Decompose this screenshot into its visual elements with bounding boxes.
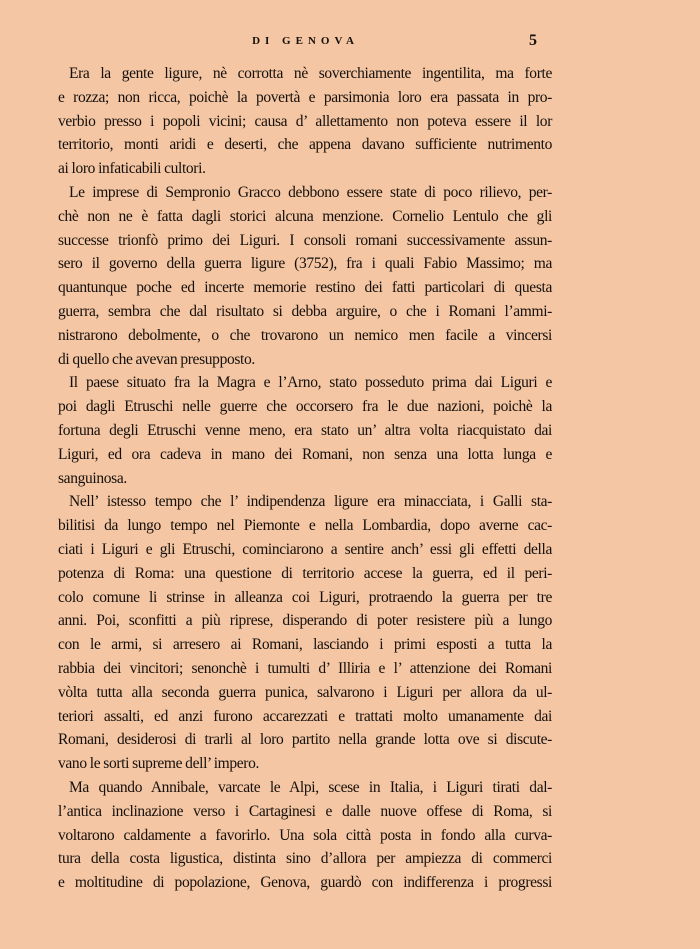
text-line: Era la gente ligure, nè corrotta nè soverchiamente ingentilita, ma forte <box>69 65 552 82</box>
text-line: Il paese situato fra la Magra e l’Arno, stato posseduto prima dai Liguri e <box>69 374 552 392</box>
text-line: Ma quando Annibale, varcate le Alpi, scese in Italia, i Liguri tirati dal- <box>69 778 552 796</box>
paragraph-5 <box>58 776 552 895</box>
text-line: teriori assalti, ed anzi furono accarezzati e trattati molto umanamente dai <box>58 707 552 725</box>
text-line: Romani, desiderosi di trarli al loro partito nella grande lotta ove si discute- <box>58 731 552 749</box>
text-line: sero il governo della guerra ligure (3752), fra i quali Fabio Massimo; ma <box>58 255 552 273</box>
text-line: voltarono caldamente a favorirlo. Una sola città posta in fondo alla curva- <box>58 826 552 844</box>
text-line: Le imprese di Sempronio Gracco debbono essere state di poco rilievo, per- <box>69 183 552 201</box>
text-line: e rozza; non ricca, poichè la povertà e parsimonia loro era passata in pro- <box>58 88 552 106</box>
text-line: l’antica inclinazione verso i Cartaginesi e dalle nuove offese di Roma, si <box>58 802 552 820</box>
text-line: sanguinosa. <box>58 469 127 487</box>
paragraph-3 <box>58 371 552 490</box>
text-line: chè non ne è fatta dagli storici alcuna menzione. Cornelio Lentulo che gli <box>58 207 552 225</box>
text-line: bilitisi da lungo tempo nel Piemonte e nella Lombardia, dopo averne cac- <box>58 517 552 535</box>
text-line: poi dagli Etruschi nelle guerre che occorsero fra le due nazioni, poichè la <box>58 398 552 416</box>
text-line: ciati i Liguri e gli Etruschi, cominciarono a sentire anch’ essi gli effetti della <box>58 540 552 558</box>
text-line: e moltitudine di popolazione, Genova, guardò con indifferenza i progressi <box>58 874 552 892</box>
text-line: vòlta tutta alla seconda guerra punica, salvarono i Liguri per allora da ul- <box>58 683 552 701</box>
text-line: successe trionfò primo dei Liguri. I consoli romani successivamente assun- <box>58 231 552 249</box>
text-line: Nell’ istesso tempo che l’ indipendenza ligure era minacciata, i Galli sta- <box>69 493 552 511</box>
text-line: guerra, sembra che dal risultato si debba arguire, o che i Romani l’ammi- <box>58 302 552 320</box>
text-line: rabbia dei vincitori; senonchè i tumulti d’ Illiria e l’ attenzione dei Romani <box>58 659 552 677</box>
text-line: di quello che avevan presupposto. <box>58 350 255 368</box>
text-line: anni. Poi, sconfitti a più riprese, disperando di poter resistere più a lungo <box>58 612 552 630</box>
paragraph-4 <box>58 490 552 776</box>
text-line: vano le sorti supreme dell’ impero. <box>58 755 260 773</box>
text-line: potenza di Roma: una questione di territorio accese la guerra, ed il peri- <box>58 564 552 582</box>
page-number: 5 <box>529 32 537 49</box>
text-line: Liguri, ed ora cadeva in mano dei Romani, non senza una lotta lunga e <box>58 445 552 463</box>
text-line: fortuna degli Etruschi venne meno, era stato un’ altra volta riacquistato dai <box>58 421 552 439</box>
text-line: ai loro infaticabili cultori. <box>58 160 206 178</box>
text-line: tura della costa ligustica, distinta sino d’allora per ampiezza di commerci <box>58 850 552 868</box>
text-line: nistrarono debolmente, o che trovarono un nemico men facile a vincersi <box>58 326 552 344</box>
paragraph-1 <box>58 62 552 181</box>
running-title: DI GENOVA <box>252 35 359 47</box>
text-line: verbio presso i popoli vicini; causa d’ allettamento non poteva essere il lor <box>58 112 552 130</box>
text-line: territorio, monti aridi e deserti, che appena davano sufficiente nutrimento <box>58 136 552 154</box>
text-line: con le armi, si arresero ai Romani, lasciando i primi esposti a tutta la <box>58 636 552 654</box>
body-text <box>58 62 552 895</box>
paragraph-2 <box>58 181 552 371</box>
text-line: quantunque poche ed incerte memorie restino dei fatti particolari di questa <box>58 279 552 297</box>
text-line: colo comune li strinse in alleanza coi Liguri, protraendo la guerra per tre <box>58 588 552 606</box>
